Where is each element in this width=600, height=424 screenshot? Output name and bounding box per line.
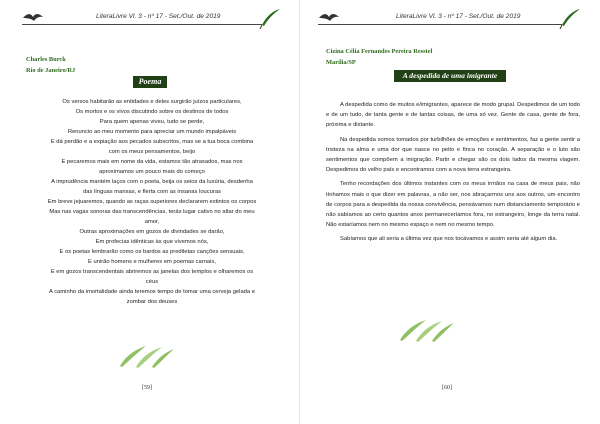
poem-line: Para quem apenas viveu, tudo se perde,: [99, 119, 205, 125]
poem-line: E dá perdão e a expiação aos pecados subscritos, mas se a tua boca combina: [50, 139, 254, 145]
poem-line: com os meus pensamentos, beijo: [108, 149, 196, 155]
poem-line: aproximamos um pouco mais do começo: [99, 169, 205, 175]
poem-line: céus: [145, 279, 159, 285]
leaves-icon: [116, 344, 176, 368]
paragraph: A despedida como de muitos e/imigrantes, aparece de modo grupal. Despedimos de um todo e de um tudo, de tanta gente e de tantas coisas, de uma só vez. Gente de casa, gente de fora, próxima e distante.: [326, 102, 580, 129]
poem-line: Em breve jejuaremos, quando as raças superiores declararem extintos os corpos: [47, 199, 257, 205]
paragraph: Sabíamos que ali seria a última vez que nos tocávamos e assim seria até algum dia.: [340, 236, 558, 243]
leaves-icon: [396, 318, 456, 342]
author-block: [326, 46, 432, 68]
article-title: A despedida de uma imigrante: [394, 70, 506, 82]
poem-line: Os versos habitarão as entidades e deles surgirão juízos particulares,: [62, 99, 242, 105]
poem-line: Outras aproximações em gozos de divindades se darão,: [79, 229, 225, 235]
author-location: Marília/SP: [326, 59, 356, 66]
quill-icon: [558, 8, 582, 30]
poem-line: E pecaremos mais em nome da vida, estamos tão atrasados, mas nos: [61, 159, 243, 165]
header-rule: [22, 24, 262, 25]
poem-line: E unirão homens e mulheres em poemas carnais,: [88, 259, 216, 265]
running-title: LiteraLivre Vl. 3 - nº 17 - Set./Out. de 2019: [396, 13, 521, 20]
poem-body: [22, 97, 282, 307]
poem-line: Em profecias idênticas às que vivemos nós,: [95, 239, 209, 245]
poem-line: E em gozos transcendentais abriremos as janelas dos templos e olharemos os: [50, 269, 254, 275]
page-number: [60]: [442, 385, 452, 391]
poem-line: Renuncio ao meu momento para apreciar um mundo impalpáveis: [67, 129, 237, 135]
poem-line: amor,: [144, 219, 160, 225]
paragraph: Tenho recordações dos últimos instantes com os meus irmãos na casa de meus pais, não tínhamos mais o que dizer em palavras, a não ser, nos abraçarmos uns aos outros, um encontro de corpos para a despedida da nossa convivência, pensávamos num distanciamento temporário e não sabíamos ao certo quantos anos permaneceríamos fora, no estrangeiro, longe da terra natal. Não estaríamos nem no mesmo espaço e nem no mesmo tempo.: [326, 181, 580, 229]
quill-icon: [258, 8, 282, 30]
poem-line: zombar dos deuses: [126, 299, 178, 305]
page-number: [59]: [142, 385, 152, 391]
paragraph: Na despedida somos tomados por turbilhões de emoções e sentimentos, faz a gente sentir a tristeza na alma e uma dor que nasce no peito e finca no coração. A separação e o luto são sentimentos que compõem a imigração. Partir e chegar são os dois lados da mesma viagem. Despedimos do velho país e encontramos com a nova terra estrangeira.: [326, 136, 580, 174]
bird-icon: [22, 11, 44, 25]
author-name: Charles Burck: [26, 56, 66, 63]
author-name: Cizina Célia Fernandes Pereira Resstel: [326, 48, 433, 55]
left-header: [0, 6, 300, 28]
poem-line: Mas nas vagas sonoras das transcendências, terás lugar cativo no altar do meu: [49, 209, 255, 215]
poem-title: Poema: [133, 76, 167, 88]
running-title: LiteraLivre Vl. 3 - nº 17 - Set./Out. de 2019: [96, 13, 221, 20]
right-header: [300, 6, 600, 28]
poem-line: Os mortos e os vivos discutindo sobre os destinos de todos: [75, 109, 229, 115]
article-body: [326, 100, 580, 249]
poem-line: A imprudência mantém laços com o poeta, beija os seios da luxúria, desdenha: [51, 179, 253, 185]
bird-icon: [318, 11, 340, 25]
author-location: Rio de Janeiro/RJ: [26, 67, 76, 74]
header-rule: [318, 24, 562, 25]
poem-line: das línguas mansas, e flerta com as insanas loucuras: [83, 189, 221, 195]
poem-line: E os poetas lembrarão como os bardos as prediletas canções sensuais,: [59, 249, 245, 255]
author-block: [26, 54, 75, 76]
poem-line: A caminho da imortalidade ainda teremos tempo de tomar uma cerveja gelada e: [49, 289, 255, 295]
